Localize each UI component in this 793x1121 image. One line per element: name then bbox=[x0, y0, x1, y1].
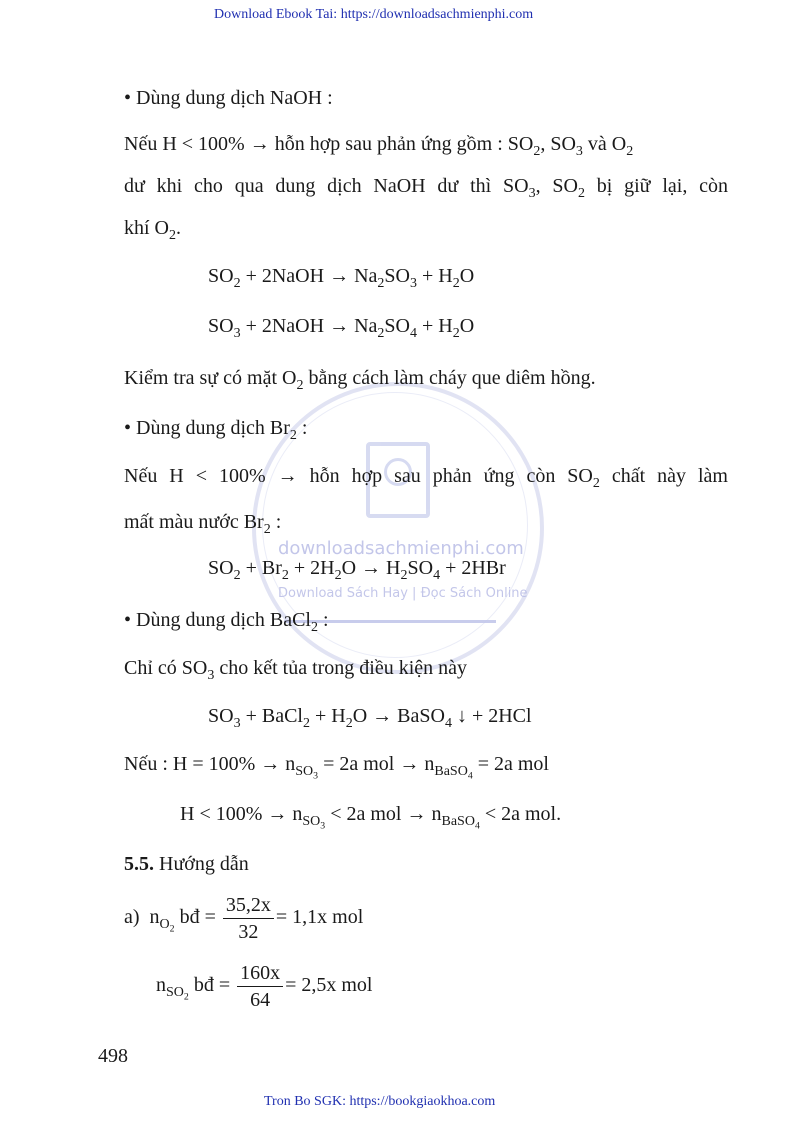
calc-n-so2: $n_{SO_2}$ bđ = $\frac{160x}{64}$ = 2,5x mol bbox=[156, 962, 373, 1011]
calc-n-o2: a) $n_{O_2}$ bđ = $\frac{35,2x}{32}$ = 1,1x mol bbox=[124, 894, 364, 943]
case-h-less-100: $H < 100\% \to n_{SO_3} < 2a$ mol → $n_{BaSO_4} < 2a$ mol. bbox=[180, 803, 562, 832]
paragraph-br2-line1: Nếu H < 100% → hỗn hợp sau phản ứng còn $SO_2$ chất này làm bbox=[124, 465, 728, 491]
watermark-tagline: Download Sách Hay | Đọc Sách Online bbox=[278, 586, 528, 601]
equation-so2-naoh: $SO_2$ + 2NaOH → $Na_2SO_3 + H_2O$ bbox=[208, 265, 475, 291]
fraction-o2: $\frac{35,2x}{32}$ bbox=[223, 894, 274, 943]
equation-so3-bacl2: $SO_3$ + BaCl$_2$ + $H_2O$ → BaSO$_4$ ↓ + 2HCl bbox=[208, 705, 532, 731]
only-so3-text: Chỉ có $SO_3$ cho kết tủa trong điều kiện này bbox=[124, 657, 468, 683]
bacl2-heading: • Dùng dung dịch BaCl$_2$ : bbox=[124, 609, 329, 635]
paragraph-naoh-line3: khí $O_2$. bbox=[124, 217, 181, 243]
footer-sgk-link[interactable]: Tron Bo SGK: https://bookgiaokhoa.com bbox=[264, 1094, 496, 1109]
case-h-100: Nếu : $H = 100\% \to n_{SO_3} = 2a$ mol → $n_{BaSO_4} = 2a$ mol bbox=[124, 753, 549, 782]
paragraph-naoh-line2: dư khi cho qua dung dịch NaOH dư thì $SO_3$, $SO_2$ bị giữ lại, còn bbox=[124, 175, 728, 201]
section-5-5-heading: 5.5. Hướng dẫn bbox=[124, 853, 249, 875]
page-number: 498 bbox=[98, 1045, 128, 1067]
watermark-site-text: downloadsachmienphi.com bbox=[278, 538, 524, 559]
equation-so2-br2: $SO_2 + Br_2 + 2H_2O \to H_2SO_4 + 2HBr$ bbox=[208, 557, 506, 583]
equation-so3-naoh: $SO_3$ + 2NaOH → $Na_2SO_4 + H_2O$ bbox=[208, 315, 475, 341]
br2-heading: • Dùng dung dịch $Br_2$ : bbox=[124, 417, 308, 443]
paragraph-naoh-line1: Nếu H < 100% → hỗn hợp sau phản ứng gồm : $SO_2$, $SO_3$ và $O_2$ bbox=[124, 133, 634, 159]
fraction-so2: $\frac{160x}{64}$ bbox=[237, 962, 283, 1011]
check-oxygen-text: Kiểm tra sự có mặt $O_2$ bằng cách làm cháy que diêm hồng. bbox=[124, 367, 596, 393]
header-download-link[interactable]: Download Ebook Tai: https://downloadsachmienphi.com bbox=[214, 7, 534, 22]
naoh-heading: • Dùng dung dịch NaOH : bbox=[124, 87, 333, 109]
paragraph-br2-line2: mất màu nước $Br_2$ : bbox=[124, 511, 282, 537]
